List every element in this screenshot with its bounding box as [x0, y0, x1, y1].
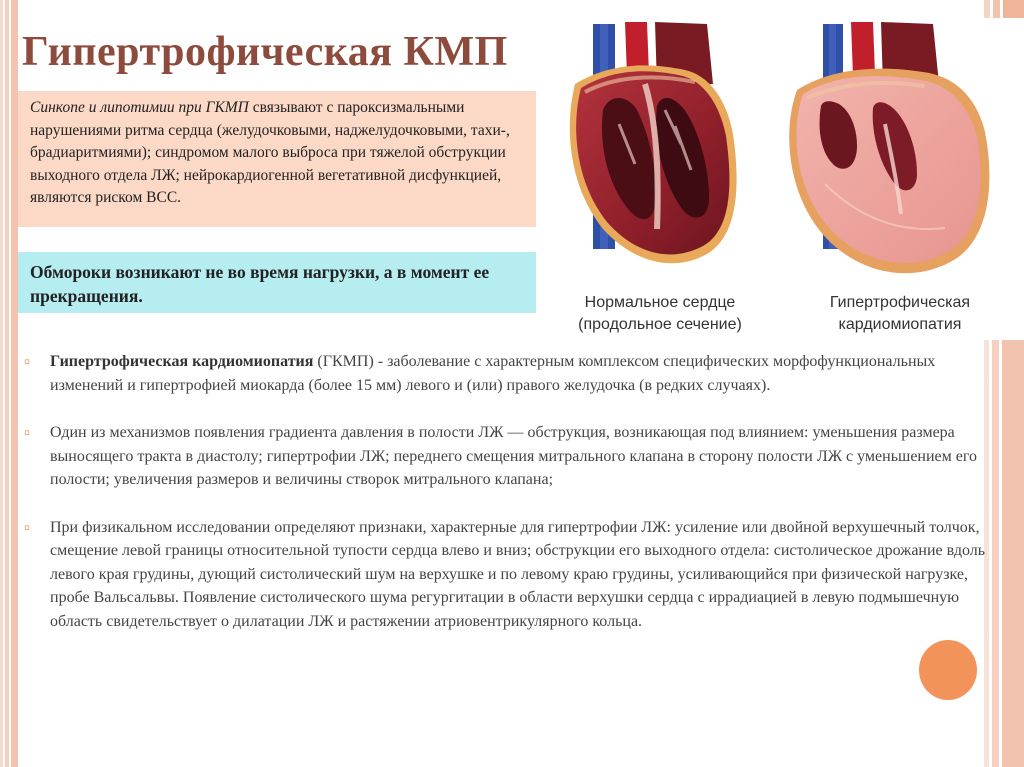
top-right-decor-stripes	[984, 0, 1024, 18]
fainting-text: Обмороки возникают не во время нагрузки, а в момент ее прекращения.	[30, 262, 490, 306]
bullet-text: При физикальном исследовании определяют признаки, характерные для гипертрофии ЛЖ: усиление или двойной верхушечный толчок, смещение левой границы относительной тупости сердца влево и вниз; обструкции его выходного отдела: систолическое дрожание вдоль левого края грудины, дующий систолический шум на верхушке и по левому краю грудины, усиливающийся при физической нагрузке, пробе Вальсальвы. Появление систолического шума регургитации в области верхушки сердца с иррадиацией в левую подмышечную область свидетельствует о дилатации ЛЖ и растяжении атриовентрикулярного кольца.	[50, 518, 986, 630]
syncope-lead: Синкопе и липотимии при ГКМП	[30, 99, 249, 116]
syncope-info-box	[18, 91, 536, 227]
bullet-text: Один из механизмов появления градиента давления в полости ЛЖ — обструкция, возникающая под влиянием: уменьшения размера выносящего тракта в диастолу; гипертрофии ЛЖ; переднего смещения митрального клапана в сторону полости ЛЖ с уменьшением его полости; увеличения размеров и величины створок митрального клапана;	[50, 424, 978, 488]
normal-heart-drawing	[570, 22, 737, 263]
hypertrophic-heart-drawing	[789, 22, 989, 273]
slide-title: Гипертрофическая КМП	[22, 29, 508, 75]
caption-normal-heart: Нормальное сердце (продольное сечение)	[578, 294, 742, 333]
list-item	[24, 421, 994, 492]
bullet-marker-icon: ▫	[24, 352, 31, 371]
fainting-highlight-box	[18, 252, 536, 313]
bullet-marker-icon: ▫	[24, 423, 31, 442]
bullet-term: Гипертрофическая кардиомиопатия	[50, 353, 314, 370]
bullet-text: (ГКМП) - заболевание с характерным комплексом специфических морфофункциональных изменений и гипертрофией миокарда (более 15 мм) левого и (или) правого желудочка (в редких случаях).	[50, 353, 936, 394]
caption-hypertrophic-heart: Гипертрофическая кардиомиопатия	[829, 294, 971, 333]
bullet-list	[24, 350, 994, 657]
list-item	[24, 350, 994, 397]
bullet-marker-icon: ▫	[24, 517, 31, 537]
left-decor-stripes	[0, 0, 18, 767]
list-item	[24, 516, 994, 634]
syncope-text: связывают с пароксизмальными нарушениями ритма сердца (желудочковыми, наджелудочковыми, тахи-, брадиаритмиями); синдромом малого выброса при тяжелой обструкции выходного отдела ЛЖ; нейрокардиогенной вегетативной дисфункцией, являются риском ВСС.	[30, 99, 510, 206]
